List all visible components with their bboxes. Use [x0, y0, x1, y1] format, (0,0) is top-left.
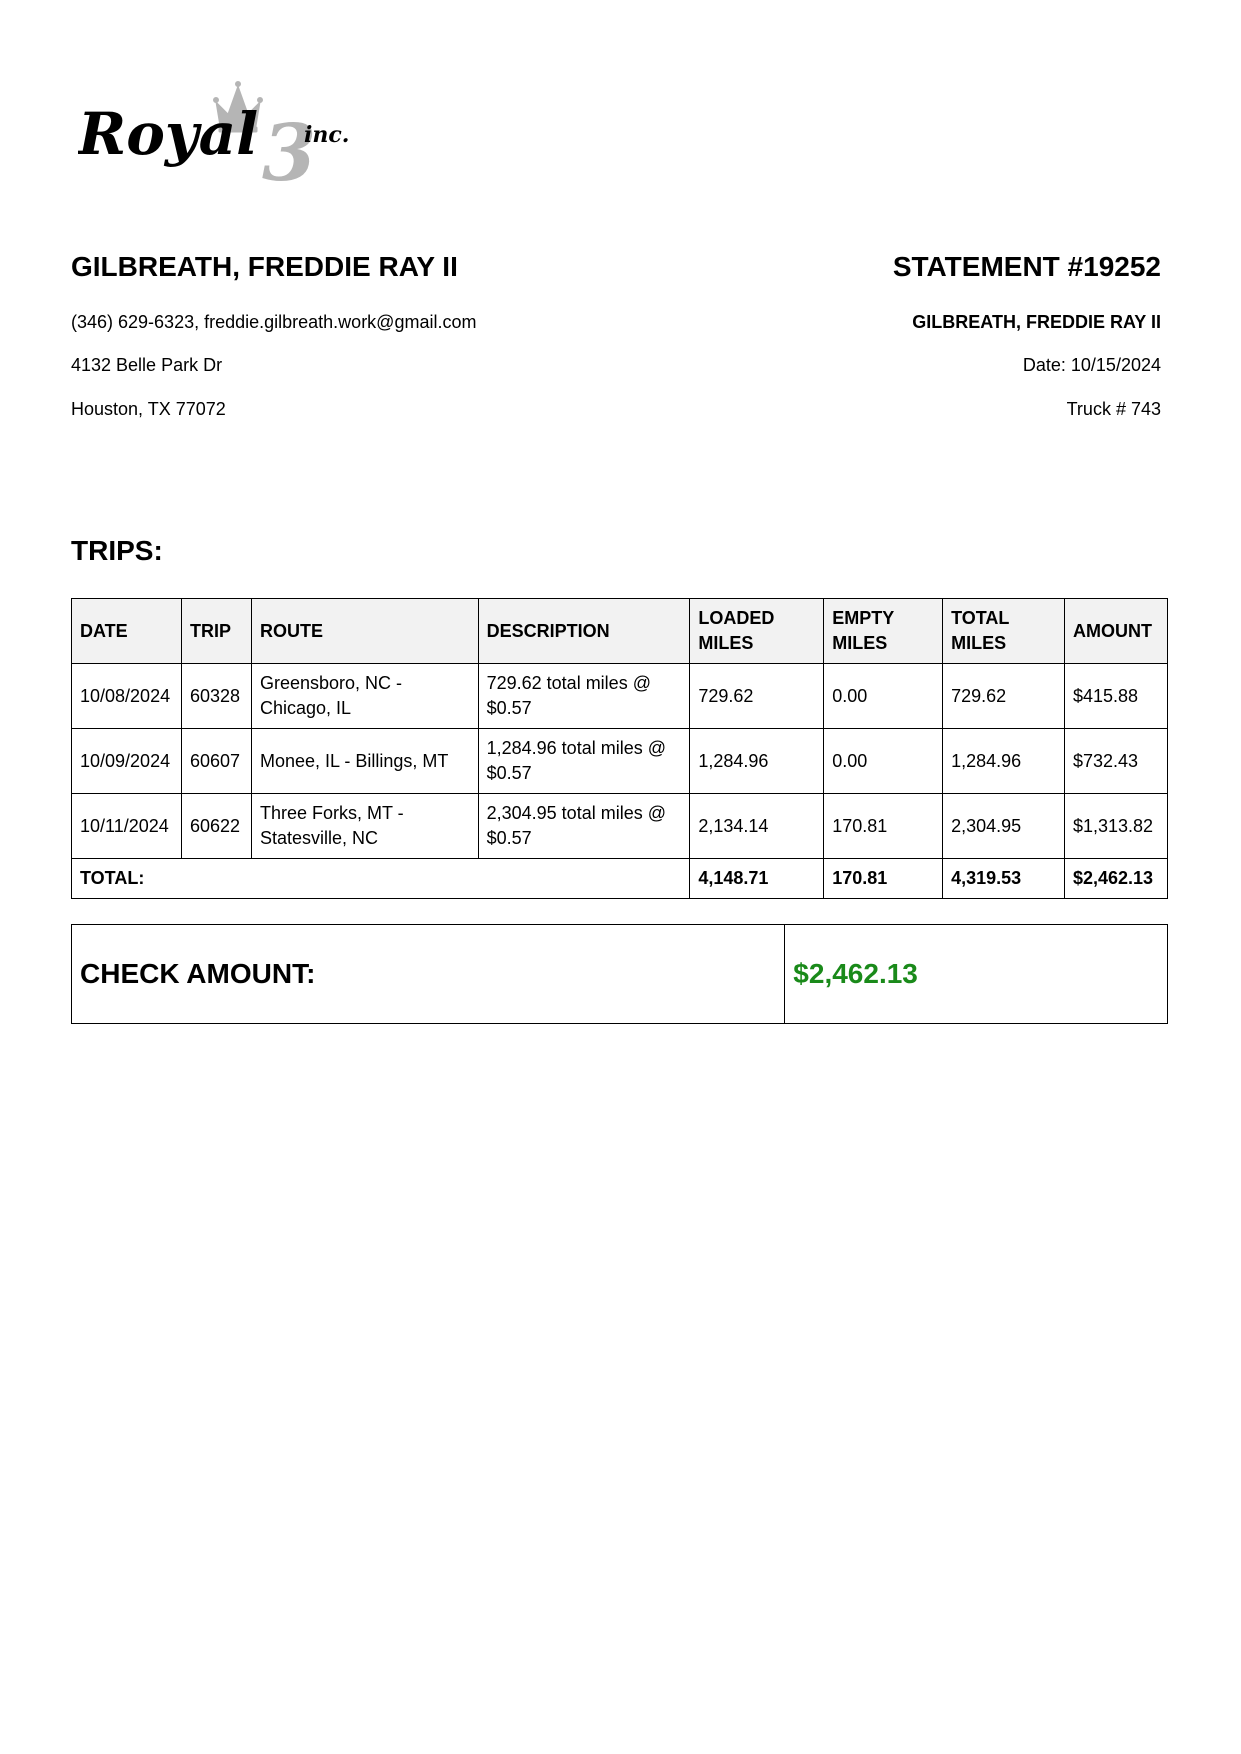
header-description: DESCRIPTION: [478, 599, 690, 664]
royal3-logo-graphic: [78, 78, 378, 188]
cell-total-miles: 1,284.96: [943, 729, 1065, 794]
total-loaded-miles: 4,148.71: [690, 859, 824, 899]
check-amount-value: $2,462.13: [785, 925, 1168, 1024]
total-empty-miles: 170.81: [824, 859, 943, 899]
header-loaded-miles: LOADED MILES: [690, 599, 824, 664]
trips-heading: TRIPS:: [71, 535, 163, 566]
cell-trip: 60622: [181, 794, 251, 859]
header-total-miles: TOTAL MILES: [943, 599, 1065, 664]
cell-empty-miles: 0.00: [824, 729, 943, 794]
logo-numeral-text: 3: [262, 108, 317, 188]
cell-empty-miles: 170.81: [824, 794, 943, 859]
totals-label: TOTAL:: [72, 859, 690, 899]
logo-brand-text: Royal: [78, 100, 259, 168]
table-header-row: [72, 599, 1168, 664]
cell-loaded-miles: 2,134.14: [690, 794, 824, 859]
cell-loaded-miles: 729.62: [690, 664, 824, 729]
cell-route: Monee, IL - Billings, MT: [251, 729, 478, 794]
statement-date: Date: 10/15/2024: [1022, 355, 1161, 375]
cell-date: 10/09/2024: [72, 729, 182, 794]
statement-name: GILBREATH, FREDDIE RAY II: [912, 312, 1161, 332]
header-trip: TRIP: [181, 599, 251, 664]
cell-empty-miles: 0.00: [824, 664, 943, 729]
header-route: ROUTE: [251, 599, 478, 664]
cell-description: 1,284.96 total miles @ $0.57: [478, 729, 690, 794]
check-amount-box: [71, 924, 1168, 1024]
total-total-miles: 4,319.53: [943, 859, 1065, 899]
cell-route: Greensboro, NC - Chicago, IL: [251, 664, 478, 729]
cell-date: 10/08/2024: [72, 664, 182, 729]
header-date: DATE: [72, 599, 182, 664]
cell-description: 729.62 total miles @ $0.57: [478, 664, 690, 729]
total-amount: $2,462.13: [1064, 859, 1167, 899]
driver-name: GILBREATH, FREDDIE RAY II: [71, 251, 458, 282]
table-row: [72, 664, 1168, 729]
table-row: [72, 794, 1168, 859]
statement-info: [601, 249, 1161, 419]
driver-address-line1: 4132 Belle Park Dr: [71, 355, 223, 375]
check-amount-row: [72, 925, 1168, 1024]
cell-trip: 60607: [181, 729, 251, 794]
cell-loaded-miles: 1,284.96: [690, 729, 824, 794]
check-amount-label: CHECK AMOUNT:: [72, 925, 785, 1024]
cell-amount: $415.88: [1064, 664, 1167, 729]
totals-row: [72, 859, 1168, 899]
cell-trip: 60328: [181, 664, 251, 729]
cell-total-miles: 729.62: [943, 664, 1065, 729]
cell-route: Three Forks, MT - Statesville, NC: [251, 794, 478, 859]
driver-info: [71, 249, 631, 419]
statement-title: STATEMENT #19252: [892, 251, 1161, 282]
trips-table: [71, 598, 1168, 899]
driver-address-line2: Houston, TX 77072: [71, 399, 226, 419]
table-row: [72, 729, 1168, 794]
cell-amount: $732.43: [1064, 729, 1167, 794]
cell-date: 10/11/2024: [72, 794, 182, 859]
cell-total-miles: 2,304.95: [943, 794, 1065, 859]
cell-amount: $1,313.82: [1064, 794, 1167, 859]
company-logo: [78, 78, 378, 188]
statement-truck: Truck # 743: [1066, 399, 1161, 419]
header-empty-miles: EMPTY MILES: [824, 599, 943, 664]
cell-description: 2,304.95 total miles @ $0.57: [478, 794, 690, 859]
logo-suffix-text: inc.: [304, 122, 350, 148]
driver-contact: (346) 629-6323, freddie.gilbreath.work@gmail.com: [71, 312, 477, 332]
header-amount: AMOUNT: [1064, 599, 1167, 664]
